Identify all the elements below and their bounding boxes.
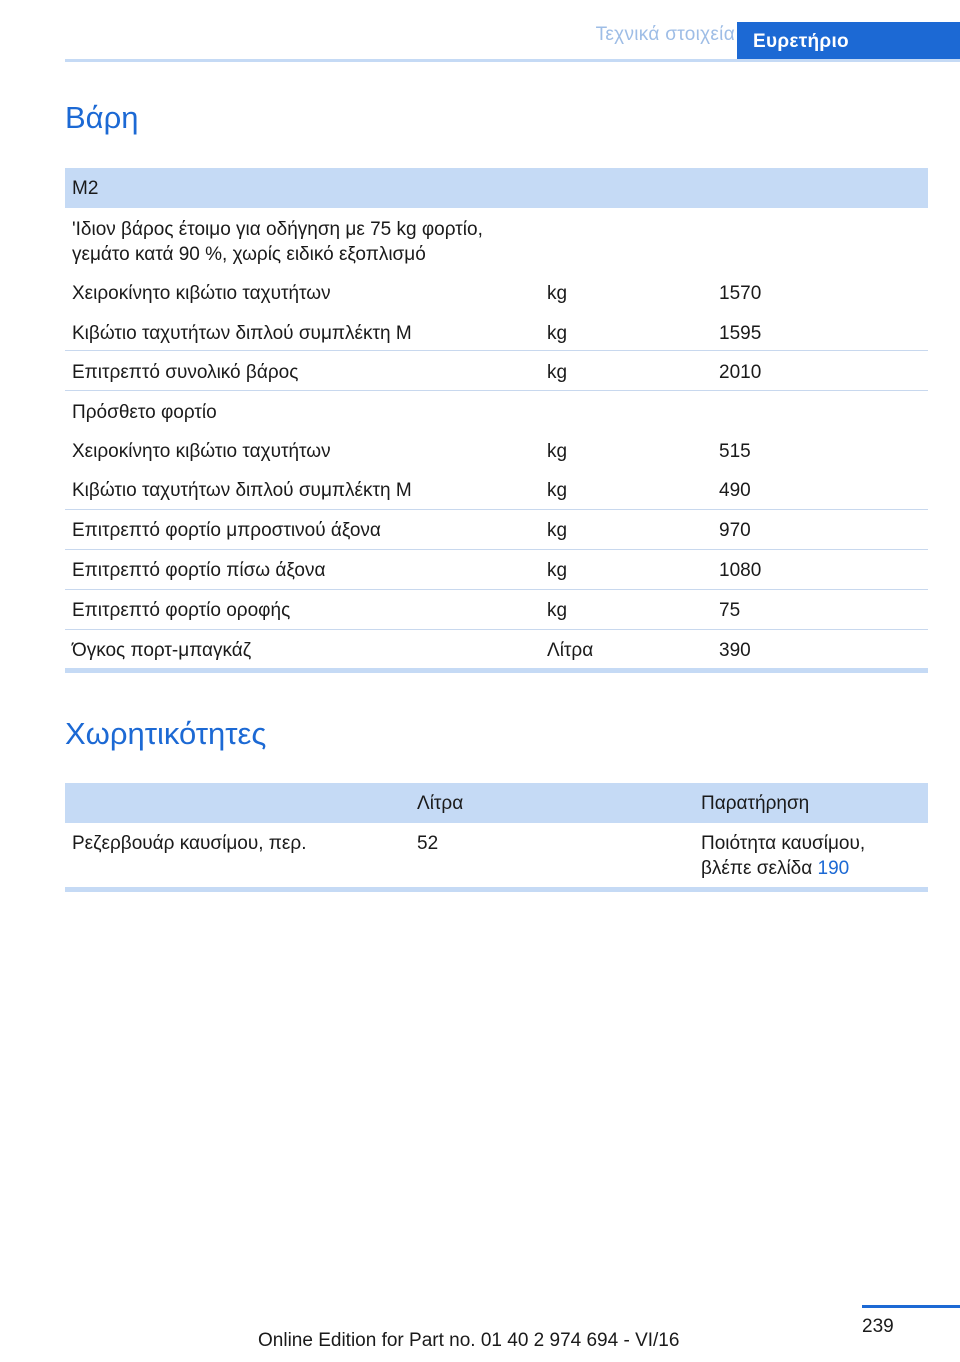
row-value: 1595 (719, 323, 762, 344)
table-row (65, 431, 928, 470)
capacities-table (65, 783, 928, 892)
row-unit: Λίτρα (547, 640, 594, 661)
footer-divider (862, 1305, 960, 1308)
row-unit: kg (547, 480, 568, 501)
row-value: 75 (719, 600, 741, 621)
header-divider (65, 59, 960, 62)
column-header-note: Παρατήρηση (701, 793, 810, 814)
row-unit: kg (547, 520, 568, 541)
row-label: Χειροκίνητο κιβώτιο ταχυτήτων (72, 283, 331, 304)
weights-title: Βάρη (65, 100, 139, 135)
row-label: Κιβώτιο ταχυτήτων διπλού συμπλέκτη M (72, 323, 412, 344)
weights-table (65, 168, 928, 673)
row-label: Επιτρεπτό συνολικό βάρος (72, 362, 299, 383)
note-line-2: βλέπε σελίδα (701, 858, 813, 879)
table-bottom-rule (65, 668, 928, 673)
tab-technical-data[interactable]: Τεχνικά στοιχεία (595, 24, 735, 45)
row-label: Επιτρεπτό φορτίο οροφής (72, 600, 291, 621)
row-unit: kg (547, 560, 568, 581)
row-value: 1570 (719, 283, 762, 304)
table-row (65, 630, 928, 668)
page-header (0, 0, 960, 62)
capacities-title: Χωρητικότητες (65, 716, 267, 751)
edition-info: Online Edition for Part no. 01 40 2 974 694 - VI/16 (258, 1330, 680, 1351)
row-label: 'Ιδιον βάρος έτοιμο για οδήγηση με 75 kg φορτίο, γεμάτο κατά 90 %, χωρίς ειδικό εξοπλισμό (72, 219, 483, 265)
table-row (65, 470, 928, 510)
row-value: 390 (719, 640, 751, 661)
row-value: 490 (719, 480, 751, 501)
row-note (701, 831, 865, 881)
table-row (65, 391, 928, 431)
row-label: Επιτρεπτό φορτίο πίσω άξονα (72, 560, 326, 581)
table-row (65, 351, 928, 391)
row-unit: kg (547, 362, 568, 383)
note-line-1: Ποιότητα καυσίμου, (701, 833, 866, 854)
row-value: 970 (719, 520, 751, 541)
row-label: Επιτρεπτό φορτίο μπροστινού άξονα (72, 520, 381, 541)
row-label: Κιβώτιο ταχυτήτων διπλού συμπλέκτη M (72, 480, 412, 501)
table-bottom-rule (65, 887, 928, 892)
table-row (65, 208, 928, 271)
column-header-unit: Λίτρα (417, 793, 464, 814)
row-unit: kg (547, 441, 568, 462)
page-number: 239 (862, 1316, 894, 1337)
row-label: Όγκος πορτ-μπαγκάζ (72, 640, 252, 661)
row-value: 515 (719, 441, 751, 462)
table-row (65, 311, 928, 351)
row-unit: kg (547, 600, 568, 621)
weights-table-header (65, 168, 928, 208)
row-label: Ρεζερβουάρ καυσίμου, περ. (72, 833, 307, 854)
row-label: Χειροκίνητο κιβώτιο ταχυτήτων (72, 441, 331, 462)
table-row (65, 510, 928, 550)
row-unit: kg (547, 323, 568, 344)
page-reference-link[interactable]: 190 (817, 858, 850, 879)
model-label: M2 (72, 178, 99, 199)
capacities-table-header (65, 783, 928, 823)
table-row (65, 271, 928, 311)
row-value: 52 (417, 833, 439, 854)
table-row (65, 823, 928, 887)
table-row (65, 550, 928, 590)
tab-index[interactable]: Ευρετήριο (737, 22, 960, 62)
row-value: 2010 (719, 362, 762, 383)
row-unit: kg (547, 283, 568, 304)
row-value: 1080 (719, 560, 762, 581)
row-label: Πρόσθετο φορτίο (72, 402, 217, 423)
table-row (65, 590, 928, 630)
